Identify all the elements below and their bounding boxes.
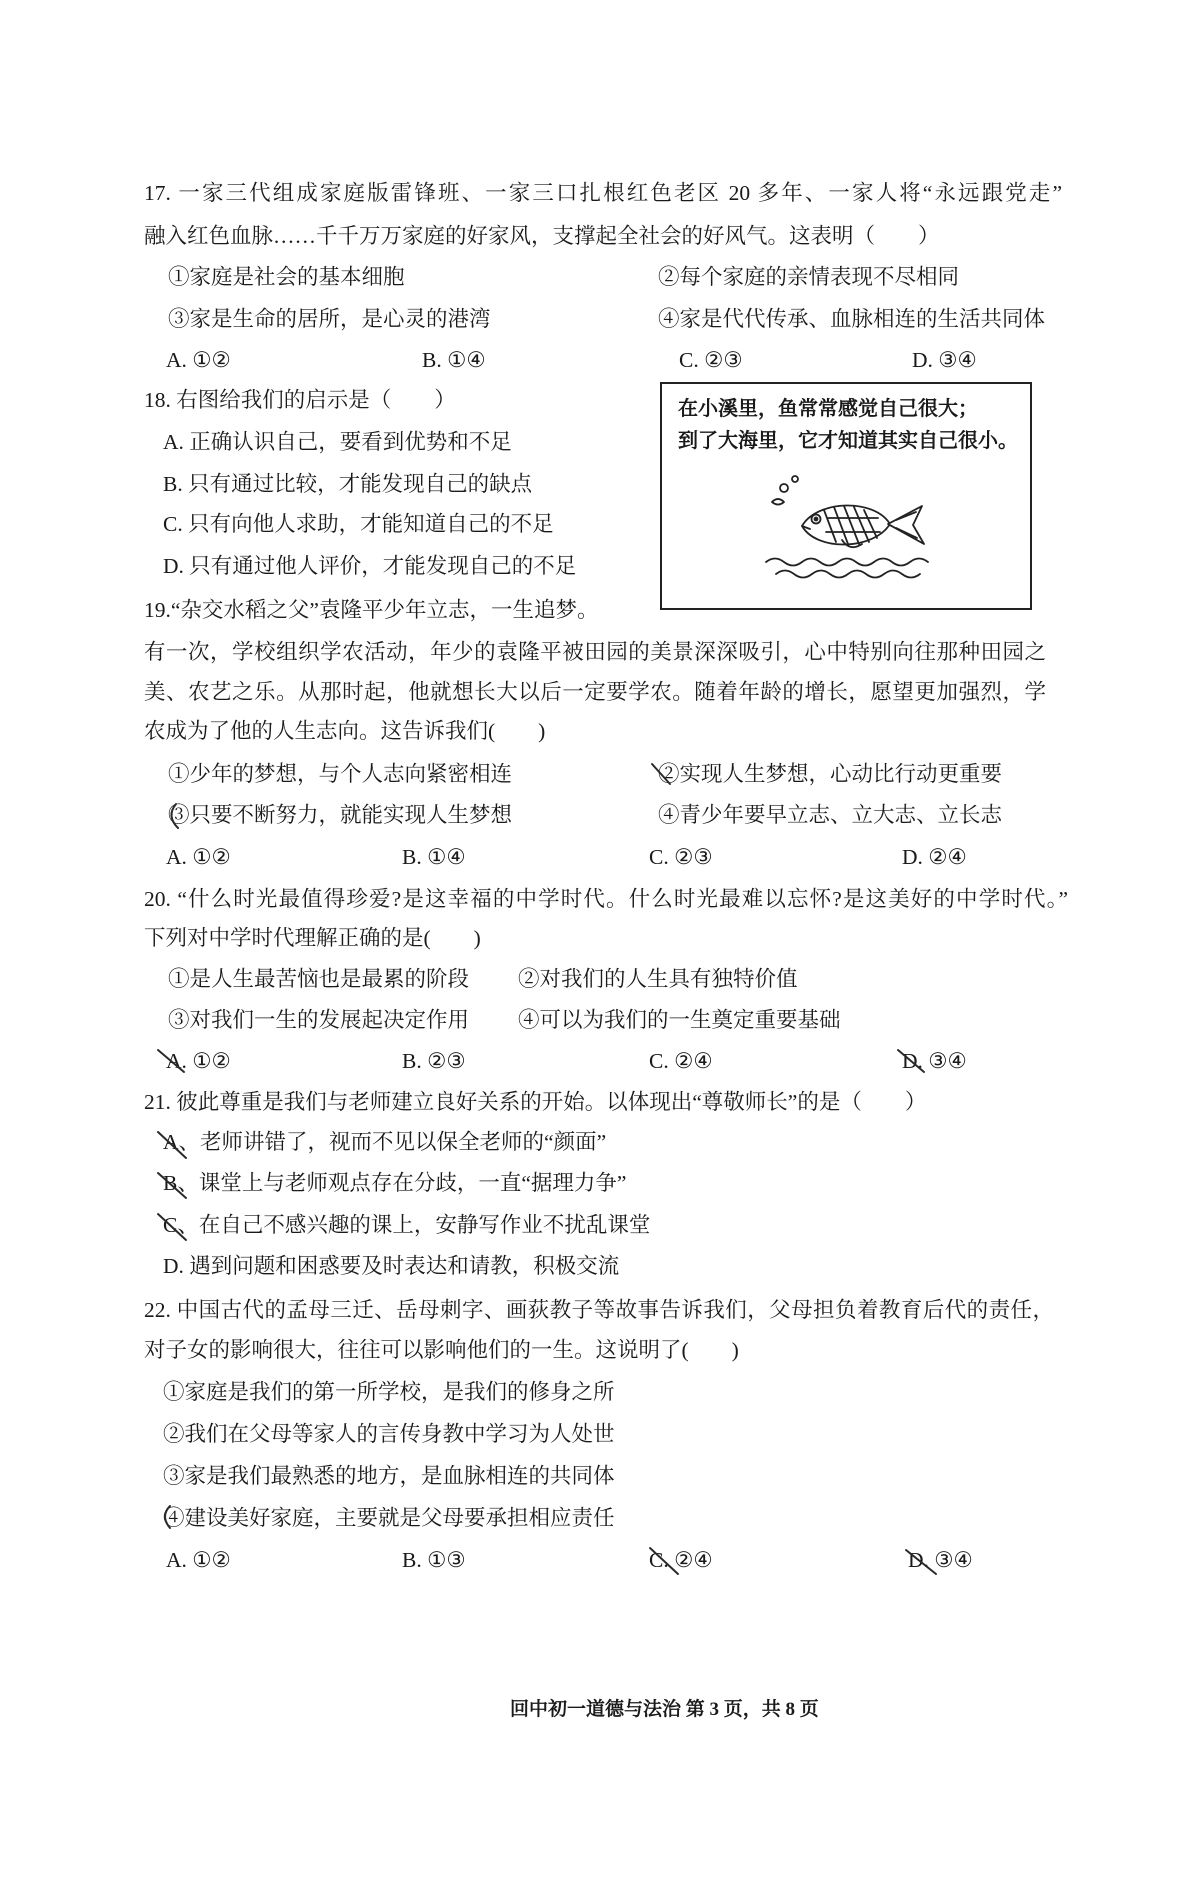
question-22-choice-d: D. ③④ — [908, 1548, 973, 1572]
question-19-stem-line-3: 美、农艺之乐。从那时起，他就想长大以后一定要学农。随着年龄的增长，愿望更加强烈，学 — [144, 680, 1046, 704]
question-20-stem-line-1: 20. “什么时光最值得珍爱?是这幸福的中学时代。什么时光最难以忘怀?是这美好的中学时代。” — [144, 887, 1068, 911]
question-19-choice-b: B. ①④ — [402, 845, 466, 869]
question-20-stem-line-2: 下列对中学时代理解正确的是( ) — [144, 926, 481, 950]
question-19-statement-3: ③只要不断努力，就能实现人生梦想 — [168, 803, 513, 827]
question-22-statement-2: ②我们在父母等家人的言传身教中学习为人处世 — [163, 1422, 615, 1446]
question-19-choice-a: A. ①② — [166, 845, 231, 869]
question-20-choice-b: B. ②③ — [402, 1049, 466, 1073]
question-18-choice-b: B. 只有通过比较，才能发现自己的缺点 — [163, 472, 533, 496]
question-17-statement-1: ①家庭是社会的基本细胞 — [168, 265, 405, 289]
question-17-statement-2: ②每个家庭的亲情表现不尽相同 — [658, 265, 960, 289]
question-19-stem-line-4: 农成为了他的人生志向。这告诉我们( ) — [144, 719, 546, 743]
question-17-choice-b: B. ①④ — [422, 348, 486, 372]
question-17-stem-line-2: 融入红色血脉……千千万万家庭的好家风，支撑起全社会的好风气。这表明（ ） — [144, 224, 940, 248]
cartoon-figure — [660, 382, 1032, 610]
question-22-choice-c: C. ②④ — [649, 1548, 713, 1572]
question-20-statement-3: ③对我们一生的发展起决定作用 — [168, 1008, 470, 1032]
question-18-stem: 18. 右图给我们的启示是（ ） — [144, 388, 456, 412]
question-20-statement-1: ①是人生最苦恼也是最累的阶段 — [168, 967, 470, 991]
question-20-statement-2: ②对我们的人生具有独特价值 — [518, 967, 798, 991]
question-22-statement-3: ③家是我们最熟悉的地方，是血脉相连的共同体 — [163, 1464, 615, 1488]
question-18-choice-c: C. 只有向他人求助，才能知道自己的不足 — [163, 512, 554, 536]
question-17-choice-c: C. ②③ — [679, 348, 743, 372]
page-footer: 回中初一道德与法治 第 3 页，共 8 页 — [510, 1699, 819, 1720]
question-17-choice-d: D. ③④ — [912, 348, 977, 372]
fish-illustration — [762, 472, 934, 582]
question-19-statement-4: ④青少年要早立志、立大志、立长志 — [658, 803, 1003, 827]
question-22-choice-a: A. ①② — [166, 1548, 231, 1572]
question-19-stem-line-2: 有一次，学校组织学农活动，年少的袁隆平被田园的美景深深吸引，心中特别向往那种田园之 — [144, 640, 1046, 664]
figure-caption-line-1: 在小溪里，鱼常常感觉自己很大； — [678, 398, 978, 420]
question-20-choice-a: A. ①② — [166, 1049, 231, 1073]
question-21-choice-a: A、老师讲错了，视而不见以保全老师的“颜面” — [163, 1130, 607, 1154]
question-19-choice-c: C. ②③ — [649, 845, 713, 869]
question-20-statement-4: ④可以为我们的一生奠定重要基础 — [518, 1008, 841, 1032]
question-20-choice-c: C. ②④ — [649, 1049, 713, 1073]
question-20-choice-d: D. ③④ — [902, 1049, 967, 1073]
question-17-stem-line-1: 17. 一家三代组成家庭版雷锋班、一家三口扎根红色老区 20 多年、一家人将“永远跟党走” — [144, 181, 1062, 205]
question-21-choice-c: C、在自己不感兴趣的课上，安静写作业不扰乱课堂 — [163, 1213, 651, 1237]
question-21-choice-b: B、课堂上与老师观点存在分歧，一直“据理力争” — [163, 1171, 627, 1195]
question-22-statement-4: ④建设美好家庭，主要就是父母要承担相应责任 — [163, 1506, 615, 1530]
question-22-choice-b: B. ①③ — [402, 1548, 466, 1572]
question-17-statement-3: ③家是生命的居所，是心灵的港湾 — [168, 307, 491, 331]
question-19-choice-d: D. ②④ — [902, 845, 967, 869]
question-18-choice-a: A. 正确认识自己，要看到优势和不足 — [163, 430, 512, 454]
question-21-choice-d: D. 遇到问题和困惑要及时表达和请教，积极交流 — [163, 1254, 620, 1278]
question-17-choice-a: A. ①② — [166, 348, 231, 372]
question-19-statement-1: ①少年的梦想，与个人志向紧密相连 — [168, 762, 513, 786]
figure-caption-line-2: 到了大海里，它才知道其实自己很小。 — [678, 430, 1018, 452]
question-19-stem-line-1: 19.“杂交水稻之父”袁隆平少年立志，一生追梦。 — [144, 598, 599, 622]
question-18-choice-d: D. 只有通过他人评价，才能发现自己的不足 — [163, 554, 577, 578]
question-22-stem-line-1: 22. 中国古代的孟母三迁、岳母刺字、画荻教子等故事告诉我们，父母担负着教育后代的责任， — [144, 1298, 1054, 1322]
question-19-statement-2: ②实现人生梦想，心动比行动更重要 — [658, 762, 1003, 786]
question-22-statement-1: ①家庭是我们的第一所学校，是我们的修身之所 — [163, 1380, 615, 1404]
question-17-statement-4: ④家是代代传承、血脉相连的生活共同体 — [658, 307, 1046, 331]
question-21-stem: 21. 彼此尊重是我们与老师建立良好关系的开始。以体现出“尊敬师长”的是（ ） — [144, 1090, 927, 1114]
question-22-stem-line-2: 对子女的影响很大，往往可以影响他们的一生。这说明了( ) — [144, 1338, 739, 1362]
